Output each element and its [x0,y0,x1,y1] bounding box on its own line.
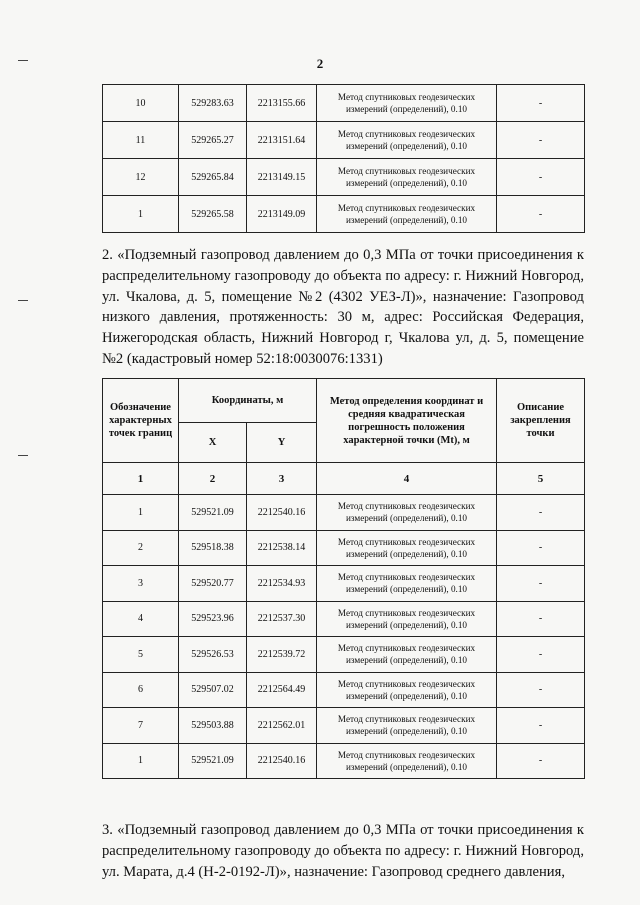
table-row [103,159,585,196]
point-number: 5 [103,637,179,673]
table-row [103,743,585,779]
coord-y: 2213151.64 [247,122,317,159]
point-number: 1 [103,495,179,531]
margin-mark [18,300,28,301]
paragraph-2: 2. «Подземный газопровод давлением до 0,3 МПа от точки присоединения к распределительному газопроводу до объекта по адресу: г. Нижний Новгород, ул. Чкалова, д. 5, помещение №2 (4302 УЕЗ-Л)», назначение: Газопровод низкого давления, протяженность: 30 м, адрес: Российская Федерация, Нижегородская область, Нижний Новгород г, Чкалова ул, д. 5, помещение №2 (кадастровый номер 52:18:0030076:1331) [102,247,584,367]
point-number: 1 [103,196,179,233]
coord-y: 2212564.49 [247,672,317,708]
coord-x: 529518.38 [179,530,247,566]
coord-x: 529521.09 [179,495,247,531]
coord-x: 529521.09 [179,743,247,779]
header-description: Описание закрепления точки [497,379,585,463]
point-number: 1 [103,743,179,779]
table-row [103,495,585,531]
point-number: 2 [103,530,179,566]
coord-x: 529265.58 [179,196,247,233]
description-cell: - [497,637,585,673]
method-cell: Метод спутниковых геодезических измерений (определений), 0.10 [317,122,497,159]
coord-x: 529265.84 [179,159,247,196]
description-cell: - [497,196,585,233]
method-cell: Метод спутниковых геодезических измерений (определений), 0.10 [317,566,497,602]
coord-x: 529283.63 [179,85,247,122]
column-number: 2 [179,463,247,495]
point-number: 7 [103,708,179,744]
paragraph-3: 3. «Подземный газопровод давлением до 0,3 МПа от точки присоединения к распределительному газопроводу до объекта по адресу: г. Нижний Новгород, ул. Марата, д.4 (Н-2-0192-Л)», назначение: Газопровод среднего давления, [102,822,584,880]
method-cell: Метод спутниковых геодезических измерений (определений), 0.10 [317,530,497,566]
header-coordinates: Координаты, м [179,379,317,423]
coord-y: 2212534.93 [247,566,317,602]
description-cell: - [497,708,585,744]
coord-x: 529507.02 [179,672,247,708]
coord-x: 529526.53 [179,637,247,673]
header-method: Метод определения координат и средняя квадратическая погрешность положения характерной точки (Mt), м [317,379,497,463]
coord-x: 529523.96 [179,601,247,637]
coord-y: 2212540.16 [247,743,317,779]
point-number: 11 [103,122,179,159]
column-number: 5 [497,463,585,495]
coord-y: 2212562.01 [247,708,317,744]
coord-x: 529520.77 [179,566,247,602]
method-cell: Метод спутниковых геодезических измерений (определений), 0.10 [317,196,497,233]
method-cell: Метод спутниковых геодезических измерений (определений), 0.10 [317,495,497,531]
coord-x: 529503.88 [179,708,247,744]
method-cell: Метод спутниковых геодезических измерений (определений), 0.10 [317,637,497,673]
method-cell: Метод спутниковых геодезических измерений (определений), 0.10 [317,85,497,122]
table-row [103,601,585,637]
column-number: 4 [317,463,497,495]
column-number: 1 [103,463,179,495]
description-cell: - [497,566,585,602]
description-cell: - [497,159,585,196]
coord-y: 2212540.16 [247,495,317,531]
coordinates-table [102,378,585,779]
table-row [103,530,585,566]
table-row [103,708,585,744]
table-row [103,637,585,673]
header-x: X [179,423,247,463]
table-row [103,566,585,602]
table-row [103,85,585,122]
point-number: 3 [103,566,179,602]
description-cell: - [497,122,585,159]
table-row [103,196,585,233]
method-cell: Метод спутниковых геодезических измерений (определений), 0.10 [317,601,497,637]
description-cell: - [497,601,585,637]
method-cell: Метод спутниковых геодезических измерений (определений), 0.10 [317,159,497,196]
method-cell: Метод спутниковых геодезических измерений (определений), 0.10 [317,743,497,779]
table-row [103,122,585,159]
header-designation: Обозначение характерных точек границ [103,379,179,463]
column-number: 3 [247,463,317,495]
coord-y: 2213155.66 [247,85,317,122]
coord-y: 2212537.30 [247,601,317,637]
header-y: Y [247,423,317,463]
coordinates-table-continued [102,84,585,233]
point-number: 6 [103,672,179,708]
description-cell: - [497,743,585,779]
method-cell: Метод спутниковых геодезических измерений (определений), 0.10 [317,708,497,744]
page-number: 2 [316,56,324,71]
coord-y: 2212539.72 [247,637,317,673]
point-number: 10 [103,85,179,122]
table-row [103,672,585,708]
coord-x: 529265.27 [179,122,247,159]
description-cell: - [497,495,585,531]
coord-y: 2213149.09 [247,196,317,233]
description-cell: - [497,530,585,566]
method-cell: Метод спутниковых геодезических измерений (определений), 0.10 [317,672,497,708]
point-number: 12 [103,159,179,196]
description-cell: - [497,672,585,708]
margin-mark [18,455,28,456]
coord-y: 2213149.15 [247,159,317,196]
coord-y: 2212538.14 [247,530,317,566]
description-cell: - [497,85,585,122]
point-number: 4 [103,601,179,637]
